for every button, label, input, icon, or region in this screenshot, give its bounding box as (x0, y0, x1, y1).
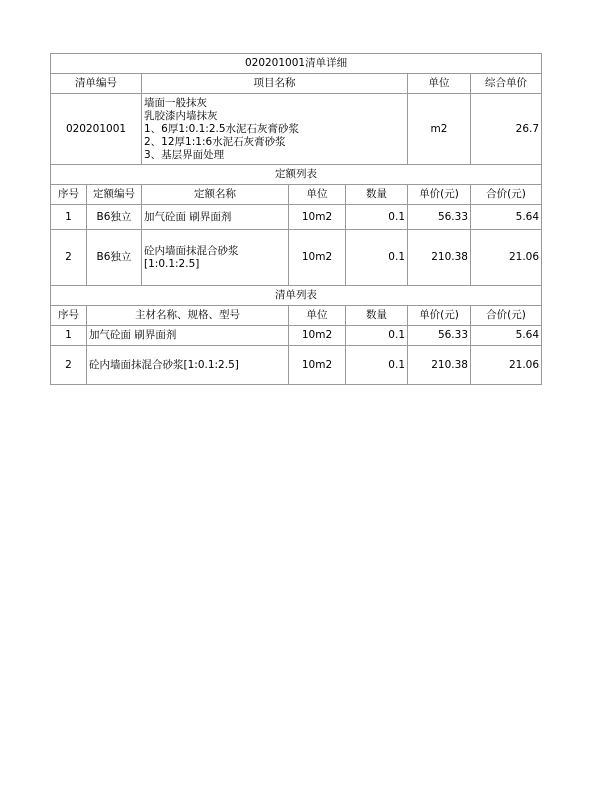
quota-row-name-text: 砼内墙面抹混合砂浆 [1:0.1:2.5] (144, 244, 239, 270)
material-row-unit: 10m2 (289, 326, 346, 346)
quota-row-qty: 0.1 (346, 230, 408, 286)
table-row (51, 230, 542, 286)
quota-row-unit-price: 210.38 (408, 230, 471, 286)
item-price: 26.7 (471, 94, 542, 165)
quota-row-no: 2 (51, 230, 87, 286)
bill-item-row (51, 94, 542, 165)
bill-header-row (51, 74, 542, 94)
item-unit: m2 (408, 94, 471, 165)
title-row (51, 54, 542, 74)
item-description (142, 94, 408, 165)
item-description-text: 墙面一般抹灰 乳胶漆内墙抹灰 1、6厚1:0.1:2.5水泥石灰膏砂浆 2、12厚1:1:6水泥石灰膏砂浆 3、基层界面处理 (144, 96, 300, 161)
quota-col-total: 合价(元) (471, 185, 542, 205)
quota-row-unit-price: 56.33 (408, 205, 471, 230)
material-row-unit: 10m2 (289, 346, 346, 385)
table-row (51, 346, 542, 385)
material-col-unit: 单位 (289, 306, 346, 326)
quota-col-code: 定额编号 (87, 185, 142, 205)
quota-section-title: 定额列表 (51, 165, 542, 185)
material-col-total: 合价(元) (471, 306, 542, 326)
quota-header-row (51, 185, 542, 205)
table-row (51, 205, 542, 230)
quota-row-code: B6独立 (87, 205, 142, 230)
quota-row-no: 1 (51, 205, 87, 230)
quota-row-name: 加气砼面 刷界面剂 (142, 205, 289, 230)
quota-col-name: 定额名称 (142, 185, 289, 205)
quota-row-name (142, 230, 289, 286)
material-col-no: 序号 (51, 306, 87, 326)
material-row-qty: 0.1 (346, 346, 408, 385)
item-code: 020201001 (51, 94, 142, 165)
material-row-name: 砼内墙面抹混合砂浆[1:0.1:2.5] (87, 346, 289, 385)
material-header-row (51, 306, 542, 326)
quota-row-qty: 0.1 (346, 205, 408, 230)
header-name: 项目名称 (142, 74, 408, 94)
material-col-qty: 数量 (346, 306, 408, 326)
material-col-name: 主材名称、规格、型号 (87, 306, 289, 326)
quota-row-unit: 10m2 (289, 230, 346, 286)
material-row-unit-price: 56.33 (408, 326, 471, 346)
material-row-unit-price: 210.38 (408, 346, 471, 385)
quota-row-total: 5.64 (471, 205, 542, 230)
material-section-title: 清单列表 (51, 286, 542, 306)
table-title: 020201001清单详细 (51, 54, 542, 74)
material-section-row (51, 286, 542, 306)
quota-col-unit: 单位 (289, 185, 346, 205)
quota-row-unit: 10m2 (289, 205, 346, 230)
quota-col-unit-price: 单价(元) (408, 185, 471, 205)
header-code: 清单编号 (51, 74, 142, 94)
material-row-total: 5.64 (471, 326, 542, 346)
bill-detail-table (50, 53, 542, 385)
header-unit: 单位 (408, 74, 471, 94)
quota-row-code: B6独立 (87, 230, 142, 286)
material-row-no: 1 (51, 326, 87, 346)
material-row-total: 21.06 (471, 346, 542, 385)
quota-col-qty: 数量 (346, 185, 408, 205)
material-col-unit-price: 单价(元) (408, 306, 471, 326)
quota-section-row (51, 165, 542, 185)
material-row-qty: 0.1 (346, 326, 408, 346)
header-price: 综合单价 (471, 74, 542, 94)
material-row-no: 2 (51, 346, 87, 385)
table-row (51, 326, 542, 346)
quota-row-total: 21.06 (471, 230, 542, 286)
quota-col-no: 序号 (51, 185, 87, 205)
material-row-name: 加气砼面 刷界面剂 (87, 326, 289, 346)
